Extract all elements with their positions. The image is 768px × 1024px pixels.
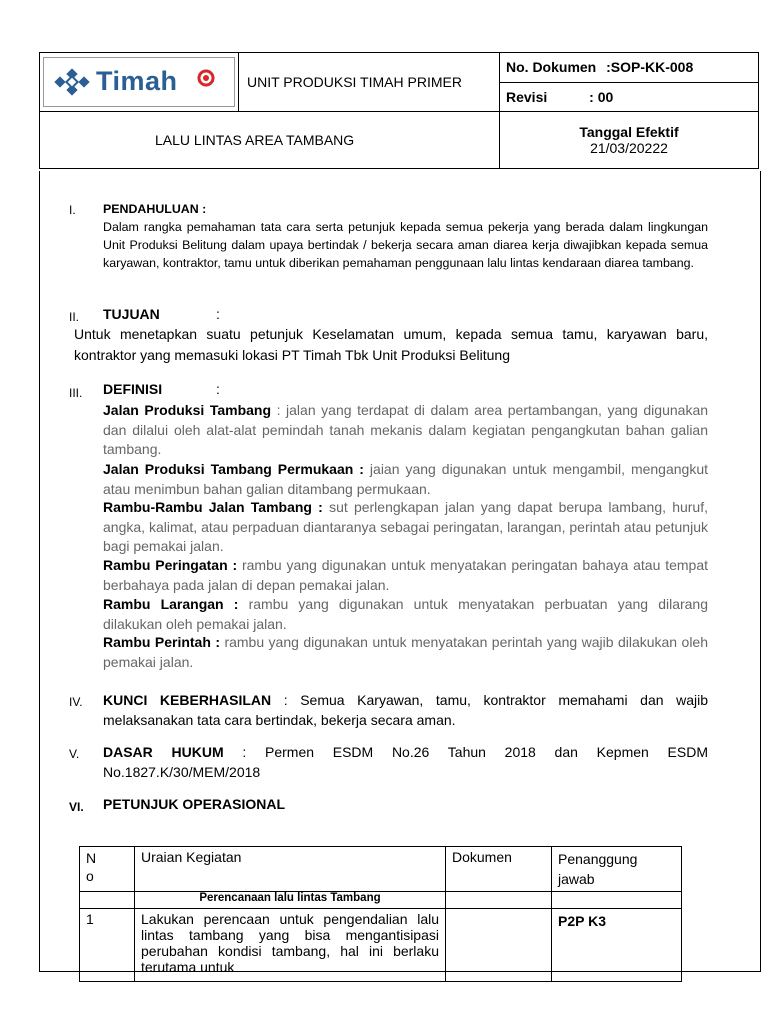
definition-4-term: Rambu Peringatan : — [103, 557, 238, 573]
definition-5-term: Rambu Larangan : — [103, 596, 239, 612]
revision — [500, 82, 759, 112]
table-subheader-row — [80, 892, 682, 909]
section-6-number: VI. — [69, 800, 84, 814]
section-3-colon: : — [216, 381, 220, 397]
definition-1-sep: : — [271, 402, 287, 418]
document-number — [500, 53, 759, 83]
definition-1 — [103, 401, 708, 460]
section-3-number: III. — [69, 386, 83, 400]
section-1-title: PENDAHULUAN : — [103, 202, 207, 216]
document-title: LALU LINTAS AREA TAMBANG — [155, 132, 355, 148]
section-5-title: DASAR HUKUM — [103, 744, 224, 760]
section-5-number: V. — [69, 747, 80, 761]
col-header-no-label: N o — [86, 850, 97, 884]
section-5-body — [103, 742, 708, 782]
table-row — [80, 909, 682, 982]
section-1-text: Dalam rangka pemahaman tata cara serta petunjuk kepada semua pekerja yang berada dalam lingkungan Unit Produksi Belitung dalam upaya bertindak / bekerja secara aman diarea kerja diwajibkan kepada semua karyawan, kontraktor, tamu untuk diberikan pemahaman penggunaan lalu lintas kendaraan diarea tambang. — [103, 220, 708, 270]
section-6-title: PETUNJUK OPERASIONAL — [103, 796, 286, 812]
definition-6 — [103, 633, 708, 672]
effective-date: 21/03/20222 — [590, 140, 668, 156]
section-2-colon: : — [216, 306, 220, 322]
section-2-title: TUJUAN — [103, 306, 160, 322]
definition-2-text: jaian yang digunakan untuk mengambil, mengangkut atau menimbun bahan galian ditambang permukaan. — [103, 461, 709, 497]
row-no: 1 — [80, 909, 135, 982]
doc-no-label: No. Dokumen — [506, 59, 597, 76]
col-header-no — [80, 847, 135, 892]
section-3-title: DEFINISI — [103, 381, 163, 397]
timah-logo-icon — [52, 66, 92, 98]
section-4-body — [103, 690, 708, 730]
definition-1-term: Jalan Produksi Tambang — [103, 402, 272, 418]
definition-6-term: Rambu Perintah : — [103, 634, 220, 650]
section-2-number: II. — [69, 310, 80, 324]
document-title-cell — [40, 112, 500, 169]
table-header-row — [80, 847, 682, 892]
document-header-table — [39, 52, 759, 169]
definition-4 — [103, 556, 708, 595]
definition-5-sep — [238, 596, 248, 612]
definition-3-text: sut perlengkapan jalan yang dapat berupa lambang, huruf, angka, kalimat, atau perpaduan diantaranya sebagai peringatan, larangan, perintah atau petunjuk bagi pemakai jalan. — [103, 499, 708, 554]
section-5-text: : Permen ESDM No.26 Tahun 2018 dan Kepmen ESDM No.1827.K/30/MEM/2018 — [103, 744, 708, 780]
effective-label: Tanggal Efektif — [579, 124, 679, 140]
effective-date-cell — [500, 112, 759, 169]
subheader-empty-cell — [552, 892, 682, 909]
logo-wordmark: Timah — [96, 66, 178, 96]
section-2-text: Untuk menetapkan suatu petunjuk Keselamatan umum, kepada semua tamu, karyawan baru, kontraktor yang memasuki lokasi PT Timah Tbk Unit Produksi Belitung — [74, 326, 708, 363]
col-header-uraian: Uraian Kegiatan — [135, 847, 446, 892]
subheader-empty-cell — [446, 892, 552, 909]
section-4-text: : Semua Karyawan, tamu, kontraktor memahami dan wajib melaksanakan tata cara bertindak, bekerja secara aman. — [103, 692, 709, 728]
definition-2 — [103, 460, 708, 499]
definition-6-text: rambu yang digunakan untuk menyatakan perintah yang wajib dilakukan oleh pemakai jalan. — [103, 634, 709, 670]
section-4-number: IV. — [69, 695, 83, 709]
row-dokumen — [446, 909, 552, 982]
row-penanggung-jawab: P2P K3 — [552, 909, 682, 982]
definition-3-term: Rambu-Rambu Jalan Tambang : — [103, 499, 323, 515]
revisi-label: Revisi — [506, 88, 548, 105]
definition-5-text: rambu yang digunakan untuk menyatakan perbuatan yang dilarang dilakukan oleh pemakai jalan. — [103, 596, 709, 632]
company-logo — [43, 57, 235, 107]
subheader-empty-cell — [80, 892, 135, 909]
subheader-label: Perencanaan lalu lintas Tambang — [135, 892, 446, 909]
col-header-dokumen: Dokumen — [446, 847, 552, 892]
definition-2-term: Jalan Produksi Tambang Permukaan : — [103, 461, 364, 477]
logo-cell — [40, 53, 239, 112]
operational-table — [79, 846, 682, 982]
section-1-number: I. — [69, 203, 76, 217]
definition-5 — [103, 595, 708, 634]
col-header-penanggung-jawab: Penanggung jawab — [552, 847, 682, 892]
definition-4-text: rambu yang digunakan untuk menyatakan peringatan bahaya atau tempat berbahaya pada jalan di depan pemakai jalan. — [103, 557, 708, 593]
definition-1-text: jalan yang terdapat di dalam area pertambangan, yang digunakan dan dilalui oleh alat-alat pemindah tanah mekanis dalam kegiatan pengangkutan bahan galian tambang. — [103, 402, 709, 457]
definition-3 — [103, 498, 708, 557]
doc-no-value: :SOP-KK-008 — [606, 59, 694, 76]
logo-red-ring-icon — [196, 68, 216, 88]
revisi-value: : 00 — [589, 88, 614, 105]
unit-name: UNIT PRODUKSI TIMAH PRIMER — [239, 53, 500, 112]
row-uraian: Lakukan perencaan untuk pengendalian lalu lintas tambang yang bisa mengantisipasi perubahan kondisi tambang, hal ini berlaku terutama untuk — [135, 909, 446, 982]
section-4-title: KUNCI KEBERHASILAN — [103, 692, 272, 708]
